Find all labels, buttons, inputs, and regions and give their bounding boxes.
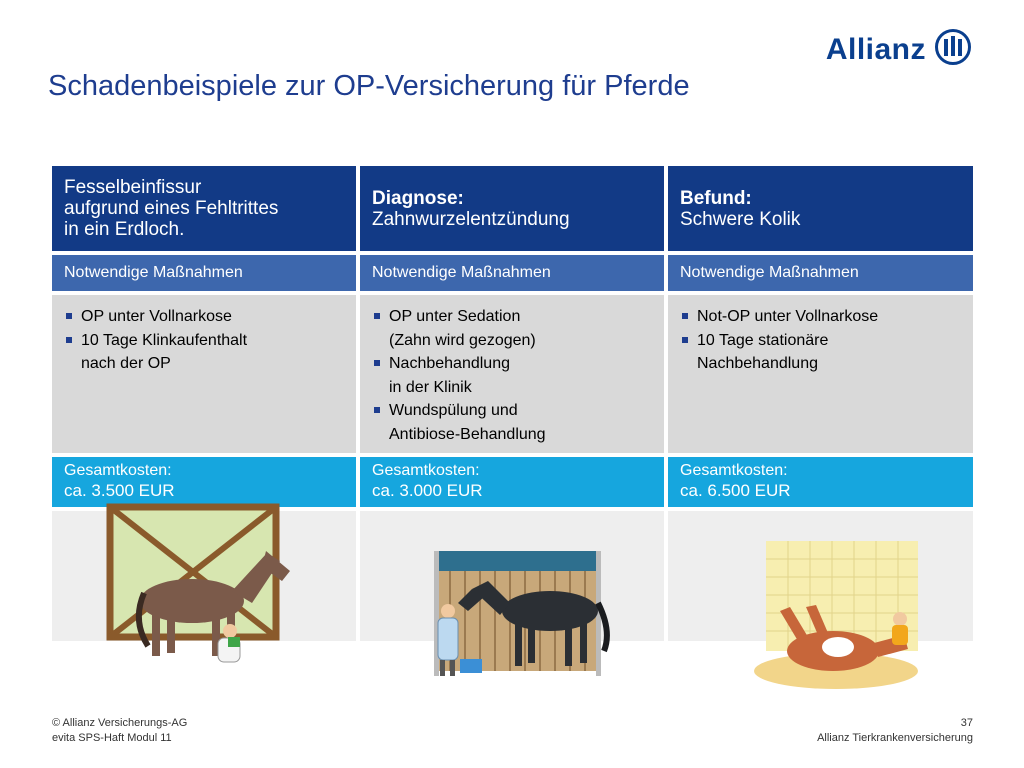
allianz-eagle-bars-icon	[934, 28, 972, 71]
allianz-logo	[826, 28, 972, 71]
footer-left	[52, 716, 187, 746]
footer-right	[817, 716, 973, 746]
copyright-text: © Allianz Versicherungs-AG	[52, 717, 188, 729]
measure-item: OP unter Vollnarkose	[64, 305, 344, 329]
measures-label: Notwendige Maßnahmen	[52, 255, 356, 291]
header-text: Schwere Kolik	[680, 208, 801, 230]
claim-column-3	[668, 166, 973, 641]
total-cost	[668, 457, 973, 507]
header-text: Zahnwurzelentzündung	[372, 208, 570, 230]
total-cost	[52, 457, 356, 507]
cost-label: Gesamtkosten:	[372, 462, 480, 479]
header-line: in ein Erdloch.	[64, 219, 185, 240]
horse-colic-illustration	[668, 511, 973, 641]
measures-label: Notwendige Maßnahmen	[668, 255, 973, 291]
header-line: Fesselbeinfissur	[64, 177, 202, 198]
claim-header	[668, 166, 973, 251]
measures-list-box	[668, 295, 973, 453]
cost-label: Gesamtkosten:	[64, 462, 172, 479]
header-line: aufgrund eines Fehltrittes	[64, 198, 279, 219]
measure-item: Wundspülung und Antibiose-Behandlung	[372, 399, 652, 446]
claim-header	[360, 166, 664, 251]
brand-name: Allianz	[825, 32, 926, 66]
measure-item: 10 Tage stationäre Nachbehandlung	[680, 329, 961, 376]
measure-item: 10 Tage Klinkaufenthalt nach der OP	[64, 329, 344, 376]
header-title: Befund:	[680, 187, 752, 209]
horse-dental-treatment-illustration	[360, 511, 664, 641]
measure-item: Nachbehandlung in der Klinik	[372, 352, 652, 399]
measures-label: Notwendige Maßnahmen	[360, 255, 664, 291]
cost-value: ca. 3.000 EUR	[372, 481, 483, 500]
claims-table	[52, 166, 973, 641]
horse-leg-treatment-illustration	[52, 511, 356, 641]
claim-column-1	[52, 166, 356, 641]
measures-list-box	[52, 295, 356, 453]
measure-item: Not-OP unter Vollnarkose	[680, 305, 961, 329]
cost-label: Gesamtkosten:	[680, 462, 788, 479]
measures-list-box	[360, 295, 664, 453]
module-text: evita SPS-Haft Modul 11	[52, 732, 172, 744]
cost-value: ca. 3.500 EUR	[64, 481, 175, 500]
header-title: Diagnose:	[372, 187, 464, 209]
page-number: 37	[960, 717, 973, 729]
measure-item: OP unter Sedation (Zahn wird gezogen)	[372, 305, 652, 352]
claim-header	[52, 166, 356, 251]
page-title: Schadenbeispiele zur OP-Versicherung für Pferde	[48, 70, 690, 102]
total-cost	[360, 457, 664, 507]
claim-column-2	[360, 166, 664, 641]
department-text: Allianz Tierkrankenversicherung	[817, 732, 973, 744]
cost-value: ca. 6.500 EUR	[680, 481, 791, 500]
